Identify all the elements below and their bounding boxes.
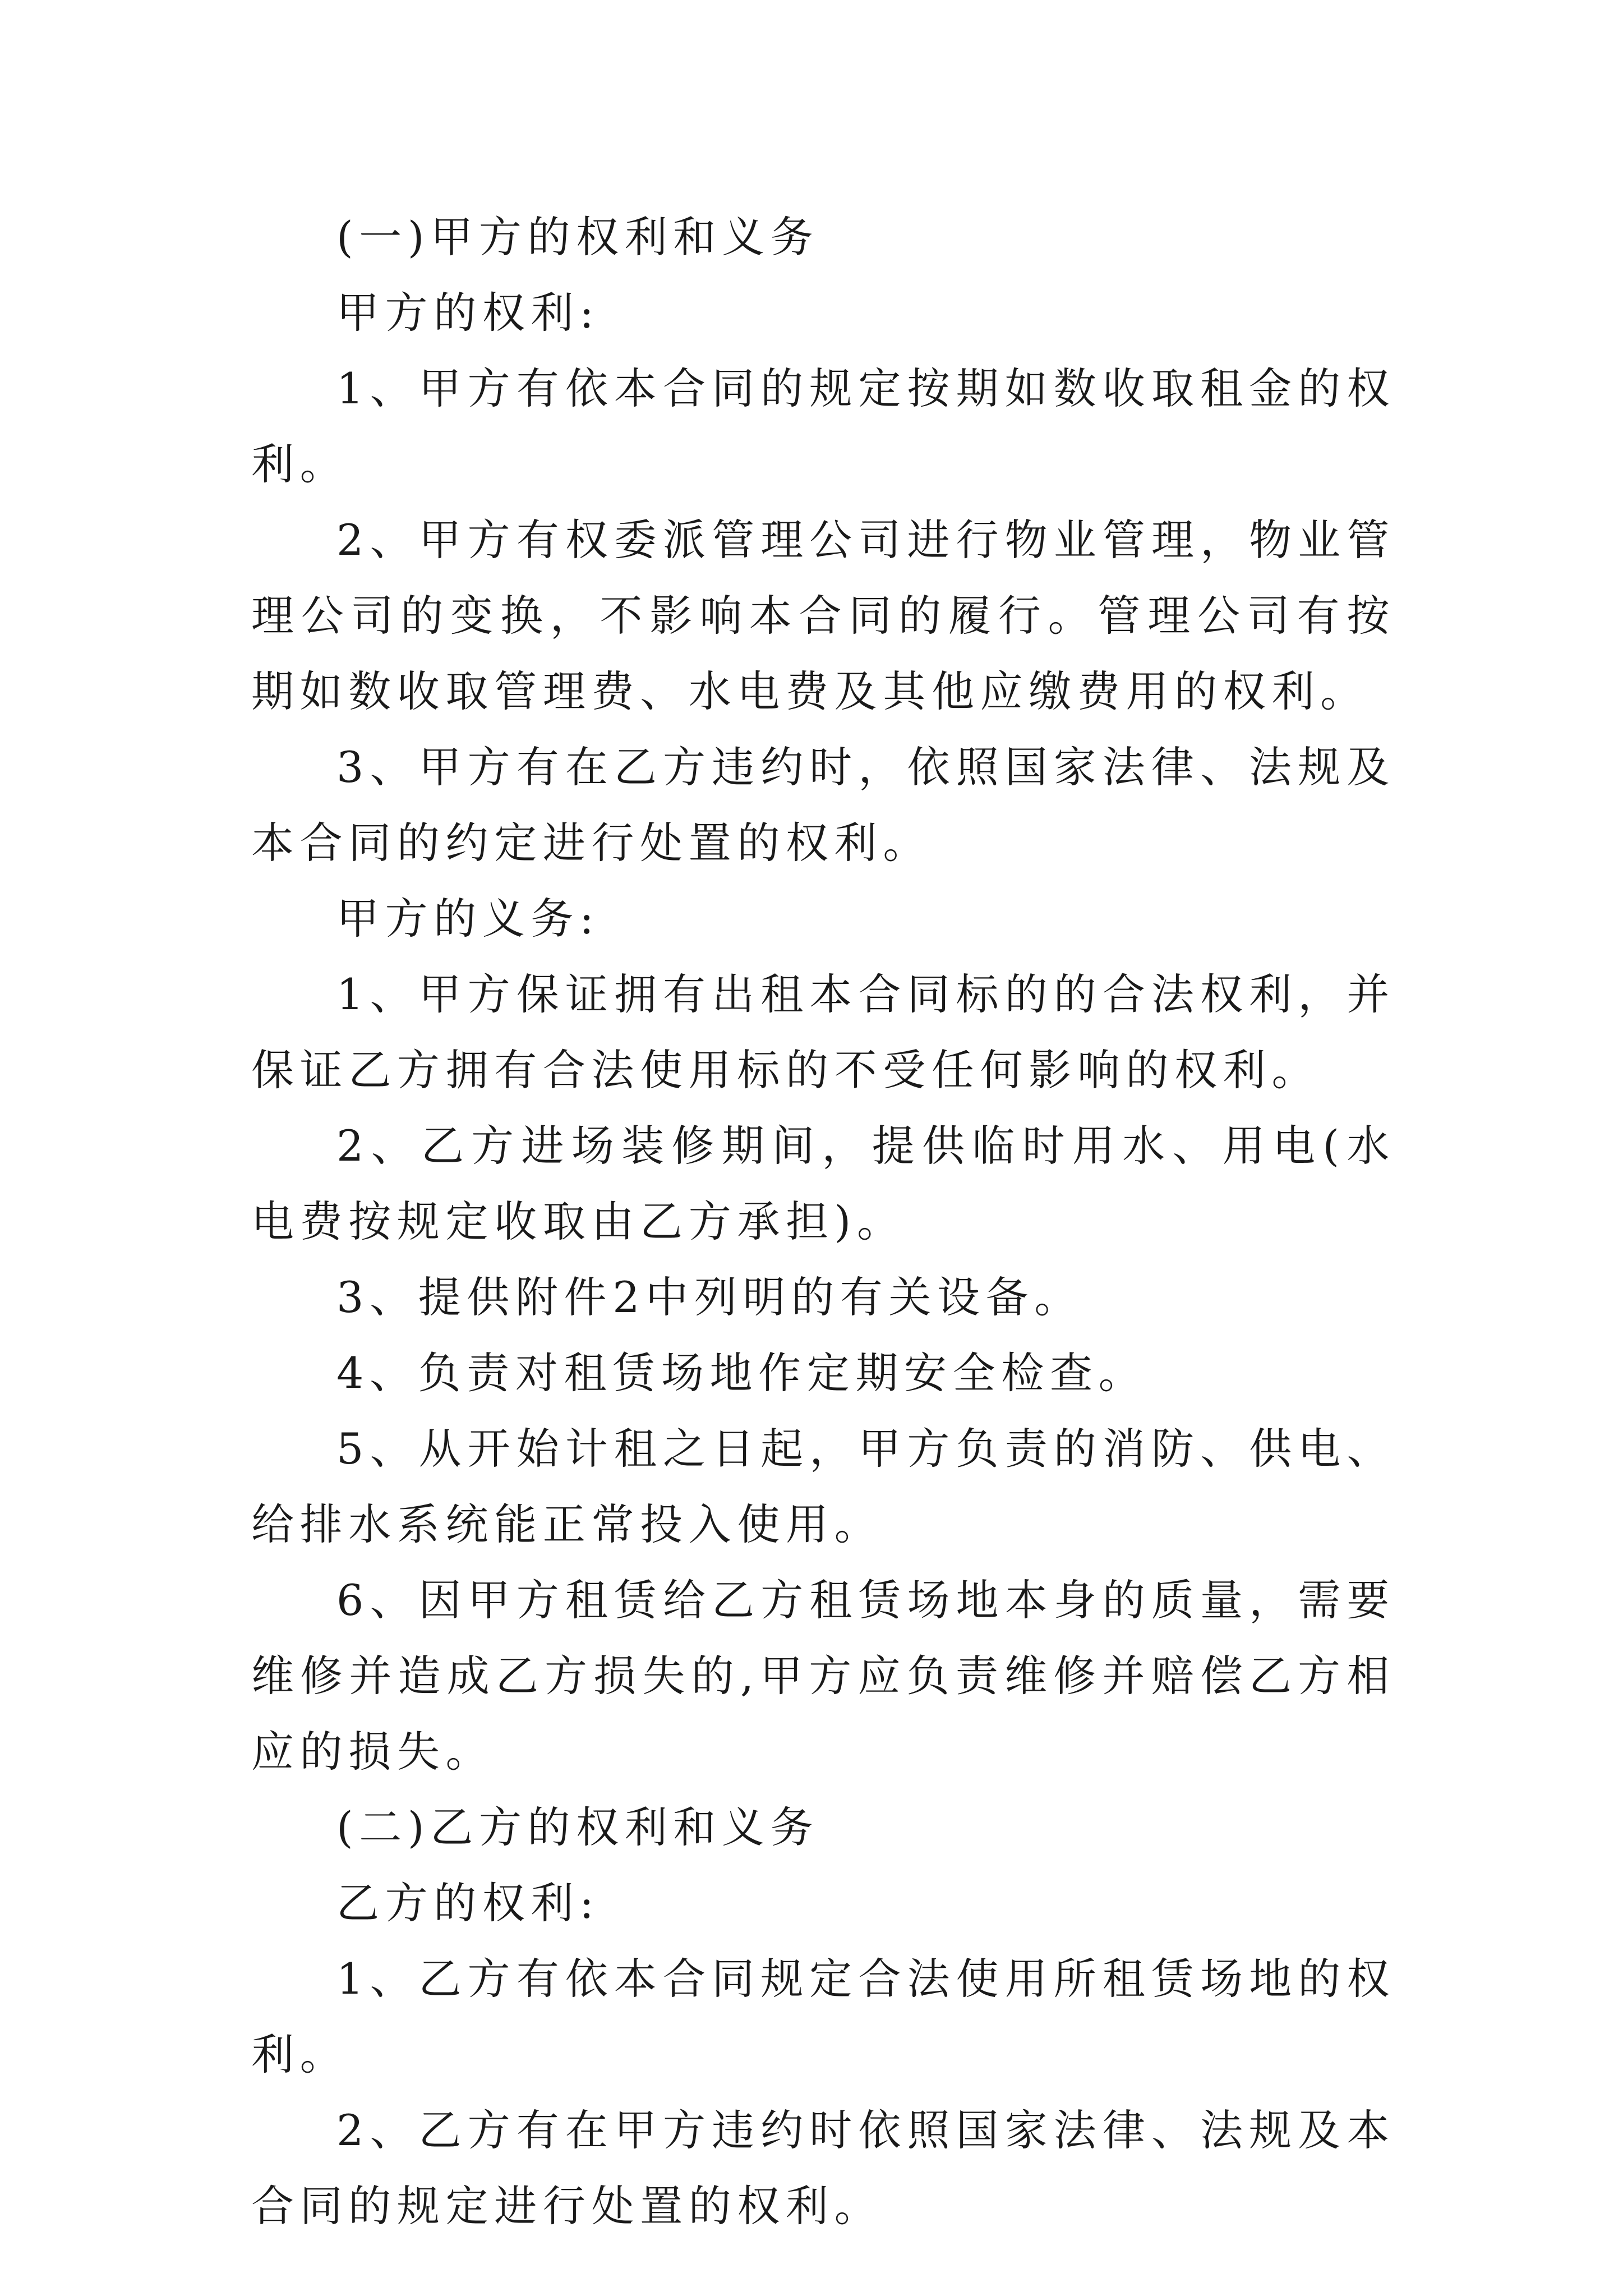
section-heading-party-a: (一)甲方的权利和义务 — [336, 212, 819, 262]
party-a-obligation-4: 4、负责对租赁场地作定期安全检查。 — [336, 1348, 1147, 1398]
party-a-right-2: 2、甲方有权委派管理公司进行物业管理，物业管理公司的变换，不影响本合同的履行。管理公司有按期如数收取管理费、水电费及其他应缴费用的权利。 — [251, 515, 1395, 716]
party-a-obligation-6: 6、因甲方租赁给乙方租赁场地本身的质量，需要维修并造成乙方损失的,甲方应负责维修并赔偿乙方相应的损失。 — [251, 1575, 1395, 1777]
party-a-obligation-3: 3、提供附件2中列明的有关设备。 — [336, 1272, 1083, 1322]
party-a-rights-heading: 甲方的权利: — [336, 288, 600, 338]
party-a-obligation-5: 5、从开始计租之日起，甲方负责的消防、供电、给排水系统能正常投入使用。 — [251, 1424, 1395, 1549]
document-body — [251, 199, 1395, 2244]
party-a-obligation-2: 2、乙方进场装修期间，提供临时用水、用电(水电费按规定收取由乙方承担)。 — [251, 1121, 1395, 1246]
party-a-obligations-heading: 甲方的义务: — [336, 894, 600, 944]
party-b-right-2: 2、乙方有在甲方违约时依照国家法律、法规及本合同的规定进行处置的权利。 — [251, 2105, 1395, 2231]
party-a-right-1: 1、甲方有依本合同的规定按期如数收取租金的权利。 — [251, 364, 1395, 489]
section-heading-party-b: (二)乙方的权利和义务 — [336, 1802, 819, 1852]
party-a-obligation-1: 1、甲方保证拥有出租本合同标的的合法权利，并保证乙方拥有合法使用标的不受任何影响的权利。 — [251, 969, 1395, 1095]
party-b-rights-heading: 乙方的权利: — [336, 1878, 600, 1928]
party-b-right-1: 1、乙方有依本合同规定合法使用所租赁场地的权利。 — [251, 1954, 1395, 2079]
party-a-right-3: 3、甲方有在乙方违约时，依照国家法律、法规及本合同的约定进行处置的权利。 — [251, 742, 1395, 868]
